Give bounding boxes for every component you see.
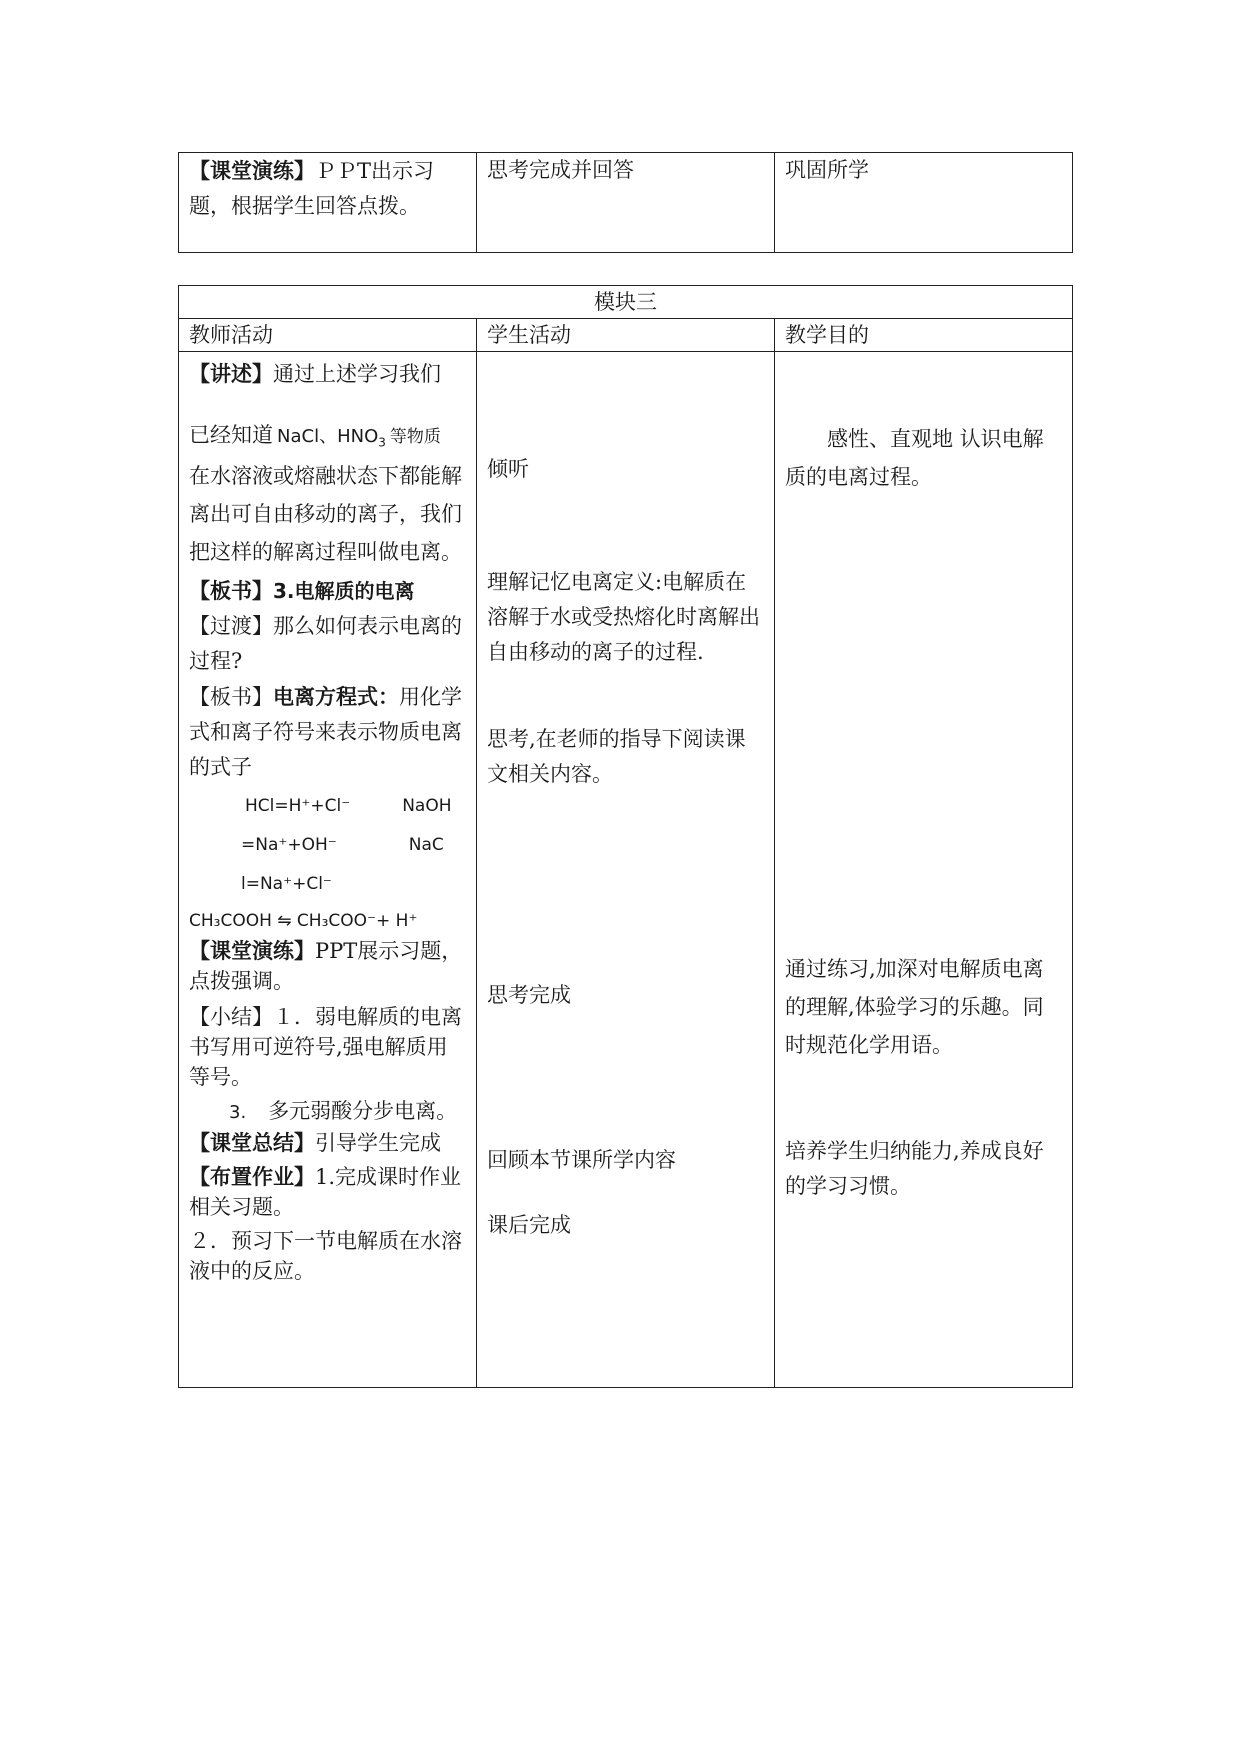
equation-naoh: =Na⁺+OH⁻ [241,835,337,855]
student-text: 思考,在老师的指导下阅读课文相关内容。 [487,727,746,786]
equation-naoh: NaOH [402,796,452,816]
teacher-text: 等物质 [389,427,441,447]
teacher-text: 多元弱酸分步电离。 [268,1099,458,1123]
section-tag: 【课堂演练】 [189,158,315,183]
student-text: 回顾本节课所学内容 [487,1148,676,1172]
list-number: 3. [229,1102,247,1123]
teacher-activity-cell [179,352,477,1388]
teacher-text: 通过上述学习我们 [273,362,441,386]
section-tag: 【课堂演练】 [189,938,315,963]
purpose-text: 感性、直观地 认识电解质的电离过程。 [785,427,1044,489]
formula-subscript: 3 [378,435,386,450]
header-student: 学生活动 [477,319,775,352]
equation-acetic-acid: CH₃COOH ⇋ CH₃COO⁻+ H⁺ [189,911,418,931]
table-row [179,153,1073,253]
teacher-text: 在水溶液或熔融状态下都能解离出可自由移动的离子，我们把这样的解离过程叫做电离。 [189,464,462,564]
student-text: 课后完成 [487,1213,571,1237]
teacher-text: １．弱电解质的电离书写用可逆符号,强电解质用等号。 [189,1005,462,1089]
teacher-text: PPT展示习题，点拨强调。 [189,939,463,993]
equation-hcl: HCl=H⁺+Cl⁻ [245,796,351,816]
student-text: 思考完成 [487,983,571,1007]
student-text: 理解记忆电离定义:电解质在溶解于水或受热熔化时离解出自由移动的离子的过程. [487,570,760,664]
exercise-table [178,152,1073,253]
table-row [179,352,1073,1388]
module-title: 模块三 [179,286,1073,319]
table-header-row [179,319,1073,352]
teacher-text: 用化学式和离子符号来表示物质电离的式子 [189,685,462,779]
table-title-row [179,286,1073,319]
teacher-text: 引导学生完成 [315,1131,441,1155]
section-tag: 【课堂总结】 [189,1130,315,1155]
header-purpose: 教学目的 [775,319,1073,352]
purpose-text: 通过练习,加深对电解质电离的理解,体验学习的乐趣。同时规范化学用语。 [785,957,1044,1057]
teacher-text: 1.完成课时作业相关习题。 [189,1165,462,1219]
teaching-purpose-cell [775,352,1073,1388]
section-tag: 【小结】 [189,1005,273,1029]
purpose-text: 培养学生归纳能力,养成良好的学习习惯。 [785,1139,1044,1198]
teacher-text: 那么如何表示电离的过程? [189,614,462,673]
student-activity-cell [477,352,775,1388]
module-three-table [178,285,1073,1388]
section-tag: 【布置作业】 [189,1164,315,1189]
section-tag: 【板书】 [189,685,273,709]
section-tag: 【过渡】 [189,614,273,638]
board-heading: 电离方程式： [273,684,399,709]
teaching-purpose-cell: 巩固所学 [775,153,1073,253]
board-heading: 3.电解质的电离 [273,579,415,603]
teacher-text: 已经知道 [189,423,273,447]
student-text: 倾听 [487,457,529,481]
section-tag: 【讲述】 [189,361,273,386]
equation-nacl: NaC [408,835,444,855]
teacher-text: ２．预习下一节电解质在水溶液中的反应。 [189,1229,462,1283]
teacher-activity-text: ＰＰT出示习题，根据学生回答点拨。 [189,159,435,218]
equation-nacl: l=Na⁺+Cl⁻ [241,874,332,894]
formula-text: NaCl、HNO [277,426,379,447]
teacher-activity-cell [179,153,477,253]
header-teacher: 教师活动 [179,319,477,352]
student-activity-cell: 思考完成并回答 [477,153,775,253]
section-tag: 【板书】 [189,578,273,603]
